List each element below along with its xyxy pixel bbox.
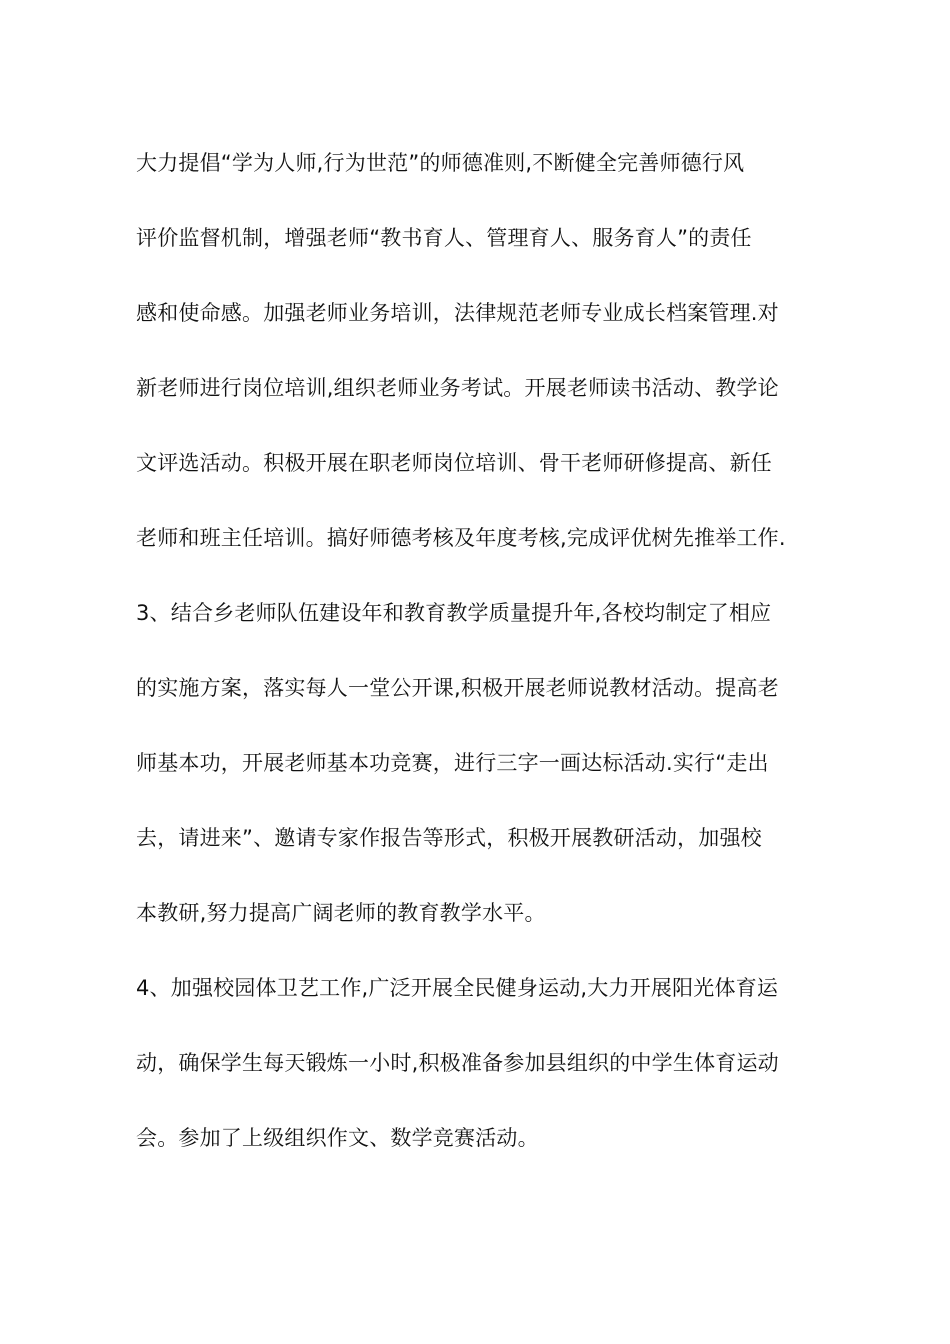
document-body [136, 141, 820, 1191]
text-line: 会。参加了上级组织作文、数学竞赛活动。 [136, 1126, 539, 1150]
text-line: 评价监督机制，增强老师“教书育人、管理育人、服务育人”的责任 [136, 226, 752, 250]
text-line: 文评选活动。积极开展在职老师岗位培训、骨干老师研修提高、新任 [136, 451, 772, 475]
text-line: 老师和班主任培训。搞好师德考核及年度考核,完成评优树先推举工作. [136, 526, 786, 550]
text-line: 动，确保学生每天锻炼一小时,积极准备参加县组织的中学生体育运动 [136, 1051, 779, 1075]
text-line: 大力提倡“学为人师,行为世范”的师德准则,不断健全完善师德行风 [136, 151, 745, 175]
text-line: 4、加强校园体卫艺工作,广泛开展全民健身运动,大力开展阳光体育运 [136, 976, 779, 1000]
text-line: 新老师进行岗位培训,组织老师业务考试。开展老师读书活动、教学论 [136, 376, 779, 400]
text-line: 师基本功，开展老师基本功竞赛，进行三字一画达标活动.实行“走出 [136, 751, 769, 775]
text-line: 3、结合乡老师队伍建设年和教育教学质量提升年,各校均制定了相应 [136, 601, 772, 625]
text-line: 感和使命感。加强老师业务培训，法律规范老师专业成长档案管理.对 [136, 301, 779, 325]
text-line: 本教研,努力提高广阔老师的教育教学水平。 [136, 901, 546, 925]
text-line: 去，请进来”、邀请专家作报告等形式，积极开展教研活动，加强校 [136, 826, 762, 850]
text-line: 的实施方案，落实每人一堂公开课,积极开展老师说教材活动。提高老 [136, 676, 779, 700]
